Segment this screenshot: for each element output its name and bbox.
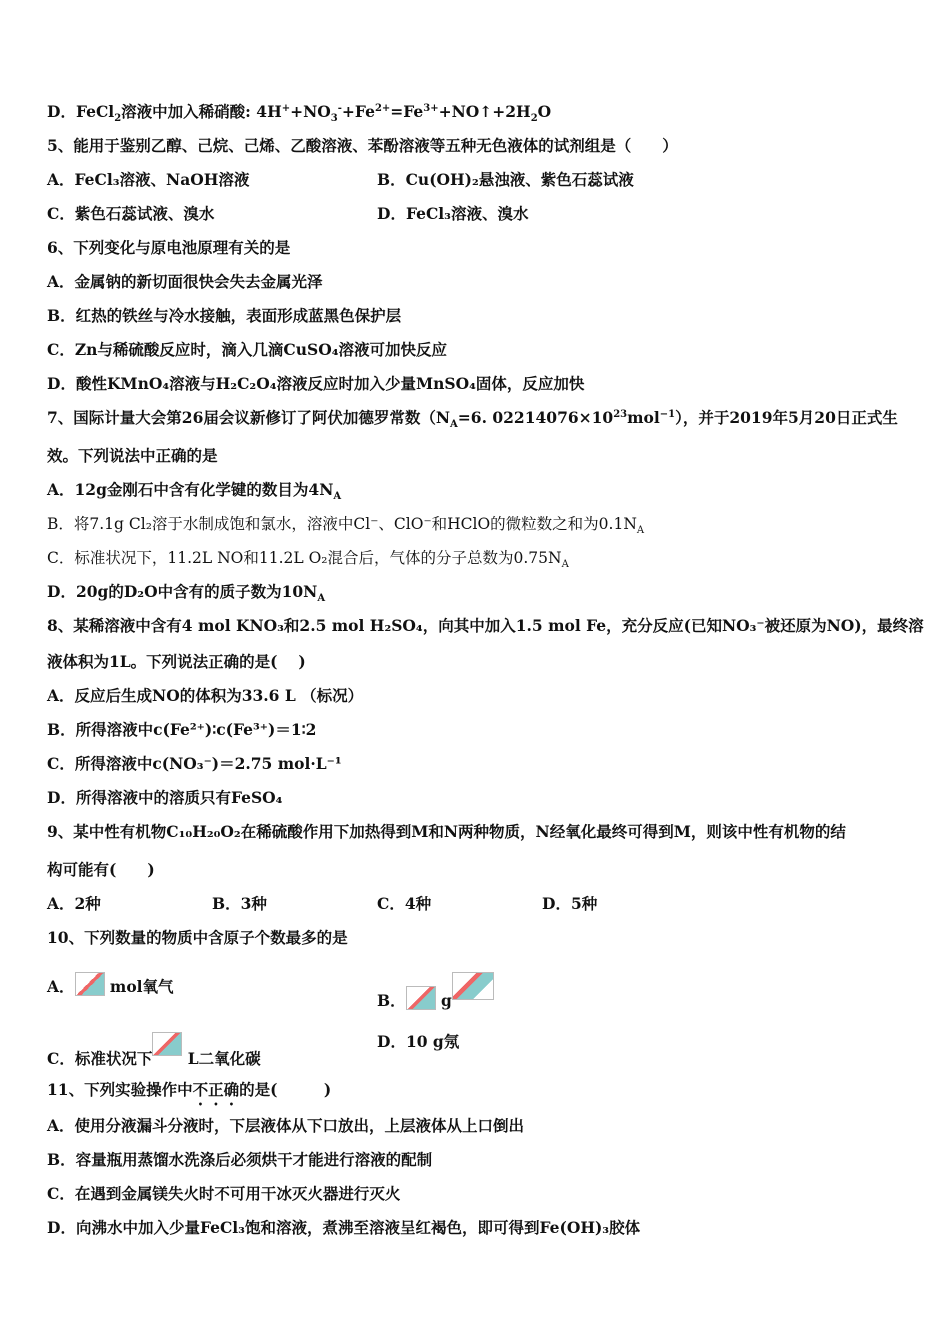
q10-option-a: A． mol氧气 bbox=[47, 972, 174, 997]
q7-stem-line1: 7、国际计量大会第26届会议新修订了阿伏加德罗常数（$N_A=6$. $02214076\times 10^{23}mol^{-1}$），并于2019年5月20日正式生 bbox=[47, 408, 898, 431]
q8-option-c: C．所得溶液中c(NO₃⁻)＝2.75 mol·L⁻¹ bbox=[47, 754, 342, 773]
formula-image-icon bbox=[406, 986, 436, 1010]
q5-option-b: B．Cu(OH)₂悬浊液、紫色石蕊试液 bbox=[377, 170, 634, 189]
q7-stem-line2: 效。下列说法中正确的是 bbox=[47, 446, 218, 465]
q7-option-b: B．将7.1g Cl₂溶于水制成饱和氯水，溶液中Cl⁻、ClO⁻和HClO的微粒数之和为$0.1N_A$ bbox=[47, 515, 645, 537]
q10-option-d: D．10 g氖 bbox=[377, 1032, 460, 1051]
q7-option-c: C．标准状况下，11.2L NO和11.2L O₂混合后，气体的分子总数为$0.75N_A$ bbox=[47, 549, 569, 571]
q9-option-d: D．5种 bbox=[542, 894, 598, 913]
formula-image-icon bbox=[152, 1032, 182, 1056]
q11-stem: 11、下列实验操作中不正确的是( ) bbox=[47, 1080, 332, 1099]
q11-option-a: A．使用分液漏斗分液时，下层液体从下口放出，上层液体从上口倒出 bbox=[47, 1116, 525, 1135]
q9-stem-line1: 9、某中性有机物C₁₀H₂₀O₂在稀硫酸作用下加热得到M和N两种物质，N经氧化最终可得到M，则该中性有机物的结 bbox=[47, 822, 846, 841]
q6-option-c: C．Zn与稀硫酸反应时，滴入几滴CuSO₄溶液可加快反应 bbox=[47, 340, 448, 359]
q11-option-b: B．容量瓶用蒸馏水洗涤后必须烘干才能进行溶液的配制 bbox=[47, 1150, 433, 1169]
q8-option-b: B．所得溶液中c(Fe²⁺)∶c(Fe³⁺)＝1∶2 bbox=[47, 720, 317, 739]
q10-option-c: C．标准状况下 L二氧化碳 bbox=[47, 1032, 261, 1069]
q6-stem: 6、下列变化与原电池原理有关的是 bbox=[47, 238, 291, 257]
formula-image-icon bbox=[452, 972, 494, 1000]
formula-image-icon bbox=[75, 972, 105, 996]
q7-option-a: A．12g金刚石中含有化学键的数目为$4N_A$ bbox=[47, 480, 342, 503]
q8-stem-line1: 8、某稀溶液中含有4 mol KNO₃和2.5 mol H₂SO₄，向其中加入1.5 mol Fe，充分反应(已知NO₃⁻被还原为NO)，最终溶 bbox=[47, 616, 924, 635]
q10-option-b: B． g bbox=[377, 972, 494, 1011]
q8-option-d: D．所得溶液中的溶质只有FeSO₄ bbox=[47, 788, 283, 807]
q11-option-c: C．在遇到金属镁失火时不可用干冰灭火器进行灭火 bbox=[47, 1184, 401, 1203]
q11-option-d: D．向沸水中加入少量FeCl₃饱和溶液，煮沸至溶液呈红褐色，即可得到Fe(OH)₃胶体 bbox=[47, 1218, 641, 1237]
q5-stem: 5、能用于鉴别乙醇、己烷、己烯、乙酸溶液、苯酚溶液等五种无色液体的试剂组是（ ） bbox=[47, 136, 678, 155]
q5-option-c: C．紫色石蕊试液、溴水 bbox=[47, 204, 215, 223]
q6-option-b: B．红热的铁丝与冷水接触，表面形成蓝黑色保护层 bbox=[47, 306, 402, 325]
q6-option-d: D．酸性KMnO₄溶液与H₂C₂O₄溶液反应时加入少量MnSO₄固体，反应加快 bbox=[47, 374, 585, 393]
q6-option-a: A．金属钠的新切面很快会失去金属光泽 bbox=[47, 272, 323, 291]
q9-option-a: A．2种 bbox=[47, 894, 101, 913]
q7-option-d: D．20g的D₂O中含有的质子数为$10N_A$ bbox=[47, 582, 326, 605]
q5-option-d: D．FeCl₃溶液、溴水 bbox=[377, 204, 529, 223]
q8-stem-line2: 液体积为1L。下列说法正确的是( ) bbox=[47, 652, 306, 671]
q10-stem: 10、下列数量的物质中含原子个数最多的是 bbox=[47, 928, 348, 947]
q9-option-c: C．4种 bbox=[377, 894, 432, 913]
q9-option-b: B．3种 bbox=[212, 894, 267, 913]
q5-option-a: A．FeCl₃溶液、NaOH溶液 bbox=[47, 170, 250, 189]
q9-stem-line2: 构可能有( ) bbox=[47, 860, 155, 879]
q8-option-a: A．反应后生成NO的体积为33.6 L （标况） bbox=[47, 686, 364, 705]
q4-option-d: D．FeCl$_2$溶液中加入稀硝酸: $4H^++NO_3^-+Fe^{2+}=Fe^{3+}+NO↑+2H_2O$ bbox=[47, 102, 552, 125]
